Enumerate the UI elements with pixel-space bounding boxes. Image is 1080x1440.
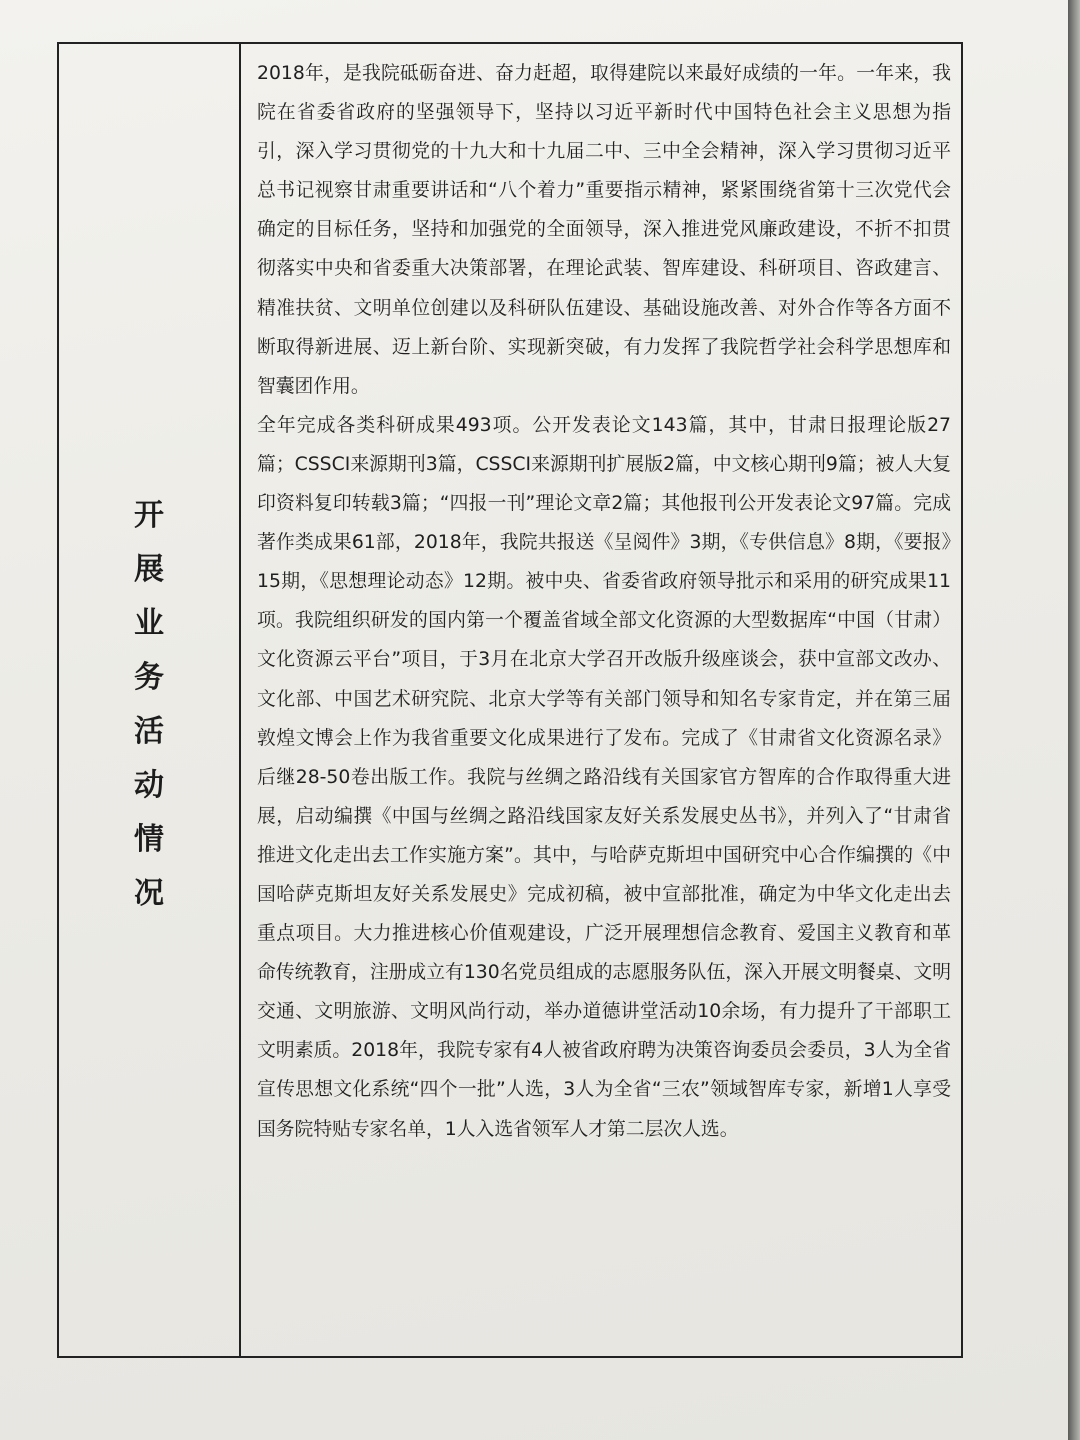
page-edge-shadow	[1068, 0, 1080, 1440]
section-label-char: 动	[134, 768, 164, 803]
section-label-char: 业	[134, 606, 164, 641]
section-label	[59, 489, 239, 921]
content-cell	[257, 54, 951, 1149]
column-divider	[239, 44, 241, 1356]
section-label-char: 活	[134, 714, 164, 749]
section-label-char: 展	[134, 552, 164, 587]
intro-paragraph: 2018年，是我院砥砺奋进、奋力赶超，取得建院以来最好成绩的一年。一年来，我院在省委省政府的坚强领导下，坚持以习近平新时代中国特色社会主义思想为指引，深入学习贯彻党的十九大和十九届二中、三中全会精神，深入学习贯彻习近平总书记视察甘肃重要讲话和“八个着力”重要指示精神，紧紧围绕省第十三次党代会确定的目标任务，坚持和加强党的全面领导，深入推进党风廉政建设，不折不扣贯彻落实中央和省委重大决策部署，在理论武装、智库建设、科研项目、咨政建言、精准扶贫、文明单位创建以及科研队伍建设、基础设施改善、对外合作等各方面不断取得新进展、迈上新台阶、实现新突破，有力发挥了我院哲学社会科学思想库和智囊团作用。	[257, 63, 951, 397]
section-label-char: 务	[134, 660, 164, 695]
form-table	[57, 42, 963, 1358]
section-label-cell	[59, 44, 239, 1356]
section-label-char: 开	[134, 498, 164, 533]
achievements-paragraph: 全年完成各类科研成果493项。公开发表论文143篇，其中，甘肃日报理论版27篇；CSSCI来源期刊3篇，CSSCI来源期刊扩展版2篇，中文核心期刊9篇；被人大复印资料复印转载3篇；“四报一刊”理论文章2篇；其他报刊公开发表论文97篇。完成著作类成果61部，2018年，我院共报送《呈阅件》3期，《专供信息》8期，《要报》15期，《思想理论动态》12期。被中央、省委省政府领导批示和采用的研究成果11项。我院组织研发的国内第一个覆盖省域全部文化资源的大型数据库“中国（甘肃）文化资源云平台”项目，于3月在北京大学召开改版升级座谈会，获中宣部文改办、文化部、中国艺术研究院、北京大学等有关部门领导和知名专家肯定，并在第三届敦煌文博会上作为我省重要文化成果进行了发布。完成了《甘肃省文化资源名录》后继28-50卷出版工作。我院与丝绸之路沿线有关国家官方智库的合作取得重大进展，启动编撰《中国与丝绸之路沿线国家友好关系发展史丛书》，并列入了“甘肃省推进文化走出去工作实施方案”。其中，与哈萨克斯坦中国研究中心合作编撰的《中国哈萨克斯坦友好关系发展史》完成初稿，被中宣部批准，确定为中华文化走出去重点项目。大力推进核心价值观建设，广泛开展理想信念教育、爱国主义教育和革命传统教育，注册成立有130名党员组成的志愿服务队伍，深入开展文明餐桌、文明交通、文明旅游、文明风尚行动，举办道德讲堂活动10余场，有力提升了干部职工文明素质。2018年，我院专家有4人被省政府聘为决策咨询委员会委员，3人为全省宣传思想文化系统“四个一批”人选，3人为全省“三农”领域智库专家，新增1人享受国务院特贴专家名单，1人入选省领军人才第二层次人选。	[257, 414, 951, 1140]
section-label-char: 况	[134, 876, 164, 911]
section-label-char: 情	[134, 822, 164, 857]
